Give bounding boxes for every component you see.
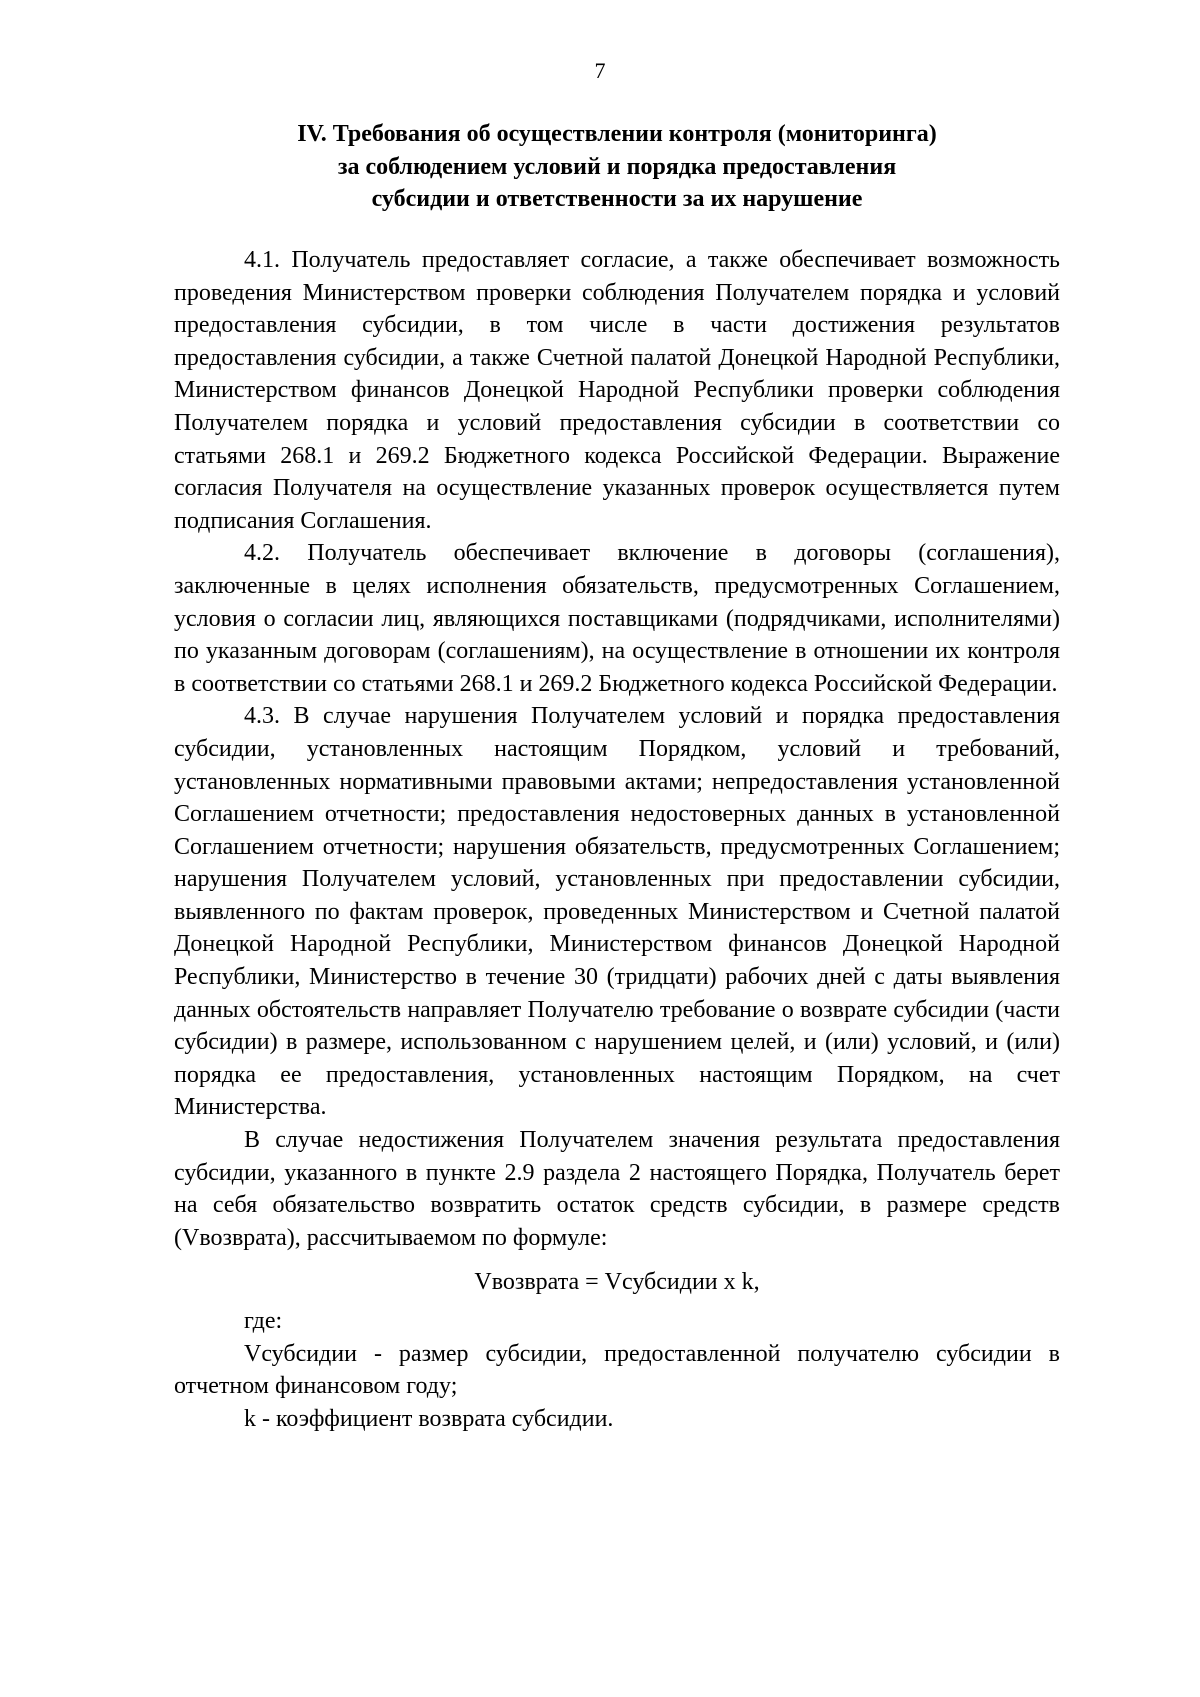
page-number: 7 (594, 58, 606, 83)
section-title-line-2: за соблюдением условий и порядка предоставления (337, 153, 897, 180)
section-title-line-1: IV. Требования об осуществлении контроля (мониторинга) (297, 121, 937, 147)
section-title (170, 118, 1064, 216)
definition-k: k - коэффициент возврата субсидии. (244, 1405, 614, 1432)
formula-where-label: где: (244, 1308, 283, 1334)
definition-v-subsidii: Vсубсидии - размер субсидии, предоставленной получателю субсидии в отчетном финансовом году; (174, 1340, 1060, 1400)
formula: Vвозврата = Vсубсидии x k, (474, 1269, 760, 1296)
paragraph-4-3: 4.3. В случае нарушения Получателем условий и порядка предоставления субсидии, установленных настоящим Порядком, условий и требований, установленных нормативными правовыми актами; непредоставления установленной Соглашением отчетности; предоставления недостоверных данных в установленной Соглашением отчетности; нарушения обязательств, предусмотренных Соглашением; нарушения Получателем условий, установленных при предоставлении субсидии, выявленного по фактам проверок, проведенных Министерством и Счетной палатой Донецкой Народной Республики, Министерством финансов Донецкой Народной Республики, Министерство в течение 30 (тридцати) рабочих дней с даты выявления данных обстоятельств направляет Получателю требование о возврате субсидии (части субсидии) в размере, использованном с нарушением целей, и (или) условий, и (или) порядка ее предоставления, установленных настоящим Порядком, на счет Министерства. (174, 703, 1060, 1121)
paragraph-4-1: 4.1. Получатель предоставляет согласие, а также обеспечивает возможность проведения Министерством проверки соблюдения Получателем порядка и условий предоставления субсидии, в том числе в части достижения результатов предоставления субсидии, а также Счетной палатой Донецкой Народной Республики, Министерством финансов Донецкой Народной Республики проверки соблюдения Получателем порядка и условий предоставления субсидии в соответствии со статьями 268.1 и 269.2 Бюджетного кодекса Российской Федерации. Выражение согласия Получателя на осуществление указанных проверок осуществляется путем подписания Соглашения. (174, 247, 1060, 534)
section-title-line-3: субсидии и ответственности за их нарушение (371, 186, 863, 212)
paragraph-4-2: 4.2. Получатель обеспечивает включение в договоры (соглашения), заключенные в целях исполнения обязательств, предусмотренных Соглашением, условия о согласии лиц, являющихся поставщиками (подрядчиками, исполнителями) по указанным договорам (соглашениям), на осуществление в отношении их контроля в соответствии со статьями 268.1 и 269.2 Бюджетного кодекса Российской Федерации. (174, 540, 1060, 697)
paragraph-nedostizhenie: В случае недостижения Получателем значения результата предоставления субсидии, указанного в пункте 2.9 раздела 2 настоящего Порядка, Получатель берет на себя обязательство возвратить остаток средств субсидии, в размере средств (Vвозврата), рассчитываемом по формуле: (174, 1127, 1060, 1251)
document-body (174, 244, 1060, 1435)
